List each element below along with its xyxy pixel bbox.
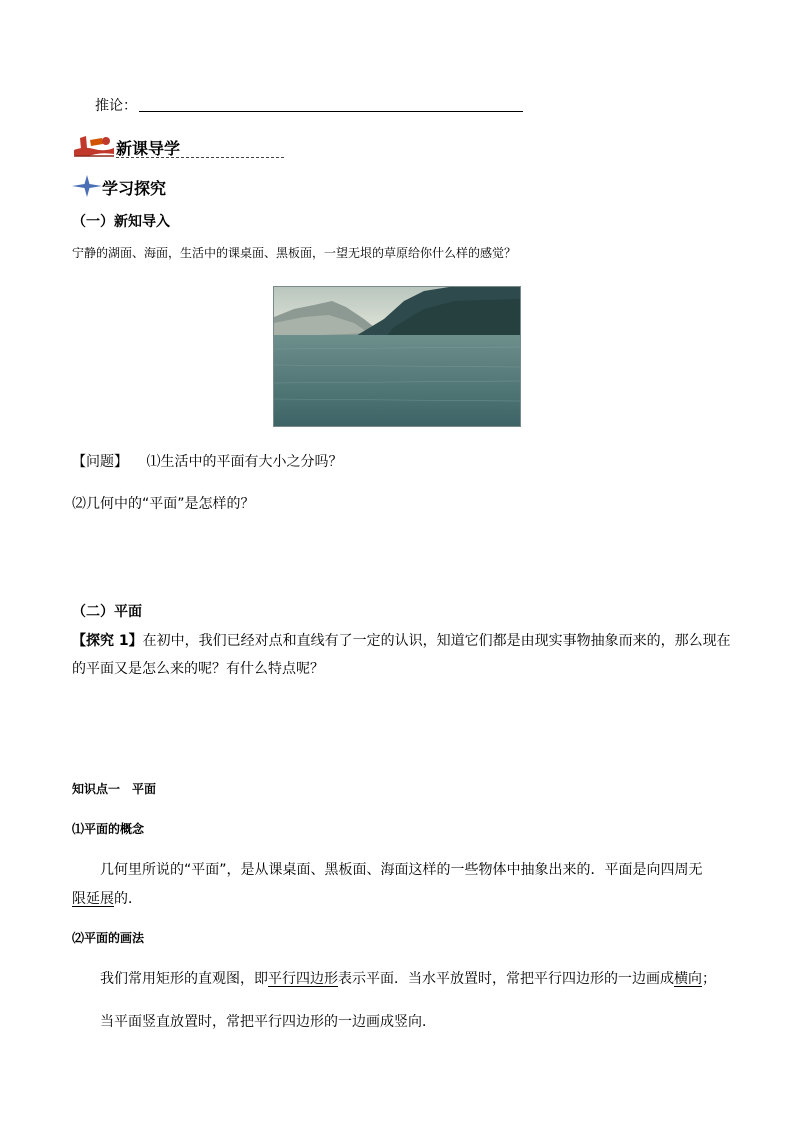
- drawing-text-c: ；: [702, 971, 716, 987]
- drawing-text-a: 我们常用矩形的直观图，即: [100, 971, 268, 987]
- study-title: 学习探究: [102, 179, 167, 198]
- part2-title: （二）平面: [72, 604, 142, 620]
- drawing-line1: [100, 969, 716, 989]
- explore-text1: 在初中，我们已经对点和直线有了一定的认识，知道它们都是由现实事物抽象而来的，那么现在: [142, 633, 731, 649]
- drawing-text-b: 表示平面．当水平放置时，常把平行四边形的一边画成: [338, 971, 674, 987]
- explore-line1: [72, 631, 731, 651]
- part1-title: （一）新知导入: [72, 214, 170, 230]
- new-lesson-underline: [116, 157, 284, 158]
- lake-mountain-photo: [273, 286, 521, 427]
- concept-line1: 几何里所说的“平面”，是从课桌面、黑板面、海面这样的一些物体中抽象出来的．平面是向四周无: [100, 862, 703, 878]
- conclusion-line: [95, 96, 523, 116]
- knowledge-title: 知识点一 平面: [72, 782, 157, 796]
- drawing-underline-horizontal: 横向: [674, 971, 702, 987]
- part1-prompt: 宁静的湖面、海面，生活中的课桌面、黑板面，一望无垠的草原给你什么样的感觉？: [72, 246, 517, 260]
- drawing-underline-parallelogram: 平行四边形: [268, 971, 338, 987]
- question2: ⑵几何中的“平面”是怎样的？: [72, 496, 255, 512]
- question-tag: 【问题】: [72, 454, 128, 470]
- concept-line2: [72, 889, 142, 909]
- question1: ⑴生活中的平面有大小之分吗？: [146, 454, 343, 470]
- drawing-line2: 当平面竖直放置时，常把平行四边形的一边画成竖向．: [100, 1014, 436, 1030]
- concept-rest: 的．: [114, 891, 142, 907]
- conclusion-blank: [139, 97, 523, 112]
- conclusion-label: 推论：: [95, 98, 137, 114]
- explore-line2: 的平面又是怎么来的呢？有什么特点呢？: [72, 661, 324, 677]
- explore-tag: 【探究 1】: [72, 633, 143, 649]
- lake-image: [274, 287, 520, 426]
- concept-underlined: 限延展: [72, 891, 114, 907]
- new-lesson-title: 新课导学: [116, 139, 181, 158]
- star-icon: [72, 175, 102, 197]
- concept-title: ⑴平面的概念: [72, 822, 145, 836]
- banner-icon: [72, 132, 116, 158]
- question1-line: [72, 452, 342, 472]
- drawing-title: ⑵平面的画法: [72, 931, 145, 945]
